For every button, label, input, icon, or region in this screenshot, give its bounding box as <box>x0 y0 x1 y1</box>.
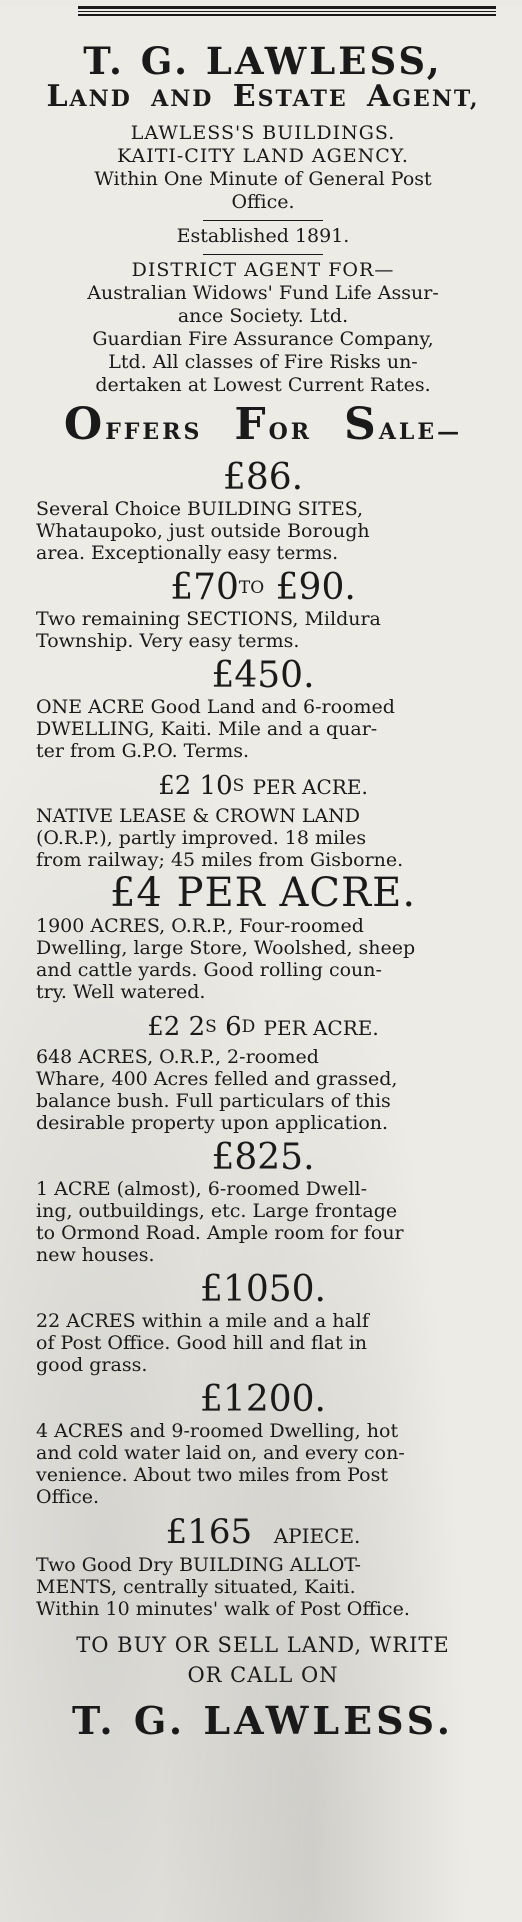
location-line-2: Office. <box>231 191 295 213</box>
listing-price: £165 APIECE. <box>165 1512 361 1552</box>
listing-text: Two remaining SECTIONS, Mildura Township. Very easy terms. <box>36 608 381 652</box>
listing-price: £1200. <box>200 1379 326 1420</box>
listing-text: Two Good Dry BUILDING ALLOT- MENTS, centrally situated, Kaiti. Within 10 minutes' walk of Post Office. <box>36 1554 410 1620</box>
listing-text: 4 ACRES and 9-roomed Dwelling, hot and cold water laid on, and every con- venience. About two miles from Post Office. <box>36 1420 405 1508</box>
building-name: LAWLESS'S BUILDINGS. <box>130 122 396 144</box>
listing-text: 1 ACRE (almost), 6-roomed Dwell- ing, outbuildings, etc. Large frontage to Ormond Road. Ample room for four new houses. <box>36 1178 404 1266</box>
district-line: Ltd. All classes of Fire Risks un- <box>108 351 418 373</box>
top-double-rule <box>78 6 496 12</box>
offers-for-sale-heading: OFFERS FOR SALE— <box>63 399 463 450</box>
advertisement <box>0 6 522 1922</box>
listing-price: £4 PER ACRE. <box>109 870 417 916</box>
established: Established 1891. <box>176 225 350 247</box>
listing-price: £450. <box>211 655 315 696</box>
listing-text: NATIVE LEASE & CROWN LAND (O.R.P.), partly improved. 18 miles from railway; 45 miles from Gisborne. <box>36 805 404 871</box>
district-line: dertaken at Lowest Current Rates. <box>95 374 431 396</box>
listing-price: £1050. <box>200 1269 326 1310</box>
agent-name-heading: T. G. LAWLESS, <box>83 39 443 83</box>
district-heading: DISTRICT AGENT FOR— <box>131 259 395 281</box>
district-line: Australian Widows' Fund Life Assur- <box>87 282 439 304</box>
agent-title: LAND AND ESTATE AGENT, <box>46 79 480 114</box>
closing-agent-name: T. G. LAWLESS. <box>72 1698 454 1743</box>
top-rule-second <box>78 14 496 16</box>
listing-text: 648 ACRES, O.R.P., 2-roomed Whare, 400 Acres felled and grassed, balance bush. Full particulars of this desirable property upon application. <box>36 1046 398 1134</box>
district-line: Guardian Fire Assurance Company, <box>92 328 434 350</box>
listing-text: 22 ACRES within a mile and a half of Post Office. Good hill and flat in good grass. <box>36 1310 369 1376</box>
listing-text: ONE ACRE Good Land and 6-roomed DWELLING, Kaiti. Mile and a quar- ter from G.P.O. Terms. <box>36 696 395 762</box>
listing-price: £825. <box>211 1137 315 1178</box>
listing-price: £86. <box>222 457 304 498</box>
listing-text: Several Choice BUILDING SITES, Whataupoko, just outside Borough area. Exceptionally easy terms. <box>36 498 370 564</box>
divider <box>203 220 323 221</box>
listing-price: £2 $10^S$ PER ACRE. <box>158 771 368 801</box>
divider <box>203 254 323 255</box>
location-line-1: Within One Minute of General Post <box>94 168 432 190</box>
closing-call-to-action: TO BUY OR SELL LAND, WRITE OR CALL ON <box>76 1633 450 1687</box>
listing-price: $£70^{TO}$ £90. <box>170 567 356 608</box>
listing-price: £2 $2^S$ $6^D$ PER ACRE. <box>147 1012 379 1042</box>
district-line: ance Society. Ltd. <box>177 305 349 327</box>
listing-text: 1900 ACRES, O.R.P., Four-roomed Dwelling, large Store, Woolshed, sheep and cattle yards. Good rolling coun- try. Well watered. <box>36 915 416 1003</box>
agency-name: KAITI-CITY LAND AGENCY. <box>117 145 409 167</box>
